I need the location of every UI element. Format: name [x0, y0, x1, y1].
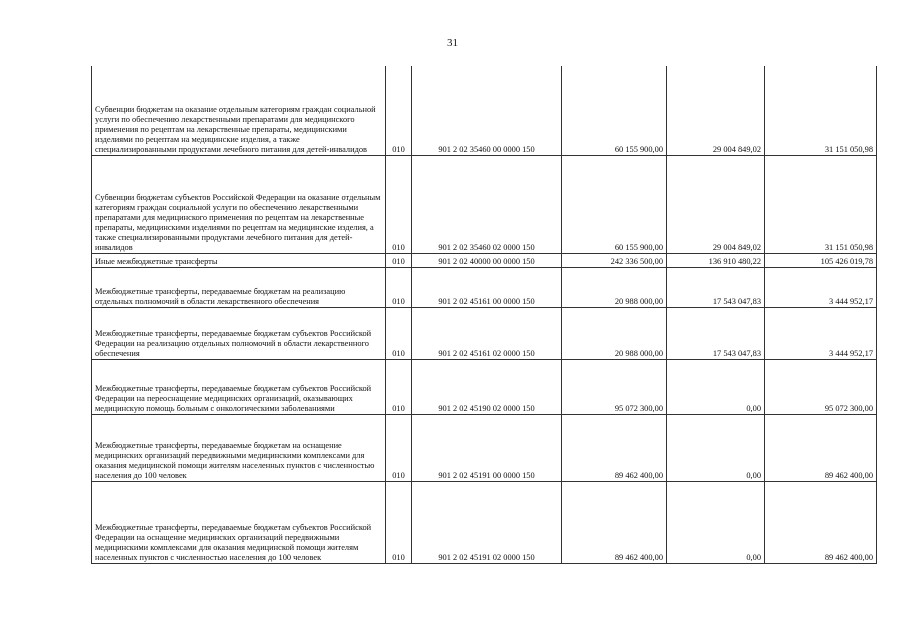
row-executed-amount: 29 004 849,02: [667, 66, 765, 155]
row-line-code: 010: [386, 481, 412, 563]
row-approved-amount: 89 462 400,00: [562, 414, 667, 481]
row-name: Межбюджетные трансферты, передаваемые бюджетам субъектов Российской Федерации на оснащение медицинских организаций передвижными медицинскими комплексами для оказания медицинской помощи жителям населенных пунктов с численностью населения до 100 человек: [92, 481, 386, 563]
row-executed-amount: 17 543 047,83: [667, 267, 765, 307]
row-budget-classification-code: 901 2 02 45190 02 0000 150: [412, 359, 562, 414]
row-budget-classification-code: 901 2 02 35460 00 0000 150: [412, 66, 562, 155]
row-name: Межбюджетные трансферты, передаваемые бюджетам на оснащение медицинских организаций передвижными медицинскими комплексами для оказания медицинской помощи жителям населенных пунктов с численностью населения до 100 человек: [92, 414, 386, 481]
row-budget-classification-code: 901 2 02 45161 02 0000 150: [412, 307, 562, 359]
row-unexecuted-amount: 89 462 400,00: [765, 414, 877, 481]
row-executed-amount: 0,00: [667, 481, 765, 563]
table-row: [92, 253, 877, 267]
row-name: Субвенции бюджетам субъектов Российской Федерации на оказание отдельным категориям граждан социальной услуги по обеспечению лекарственными препаратами для медицинского применения по рецептам на лекарственные препараты, медицинскими изделиями по рецептам на медицинские изделия, а также специализированными продуктами лечебного питания для детей-инвалидов: [92, 155, 386, 253]
row-budget-classification-code: 901 2 02 45191 00 0000 150: [412, 414, 562, 481]
row-name: Межбюджетные трансферты, передаваемые бюджетам на реализацию отдельных полномочий в области лекарственного обеспечения: [92, 267, 386, 307]
row-executed-amount: 17 543 047,83: [667, 307, 765, 359]
row-unexecuted-amount: 105 426 019,78: [765, 253, 877, 267]
row-line-code: 010: [386, 414, 412, 481]
row-approved-amount: 60 155 900,00: [562, 66, 667, 155]
row-approved-amount: 20 988 000,00: [562, 267, 667, 307]
row-unexecuted-amount: 31 151 050,98: [765, 155, 877, 253]
row-unexecuted-amount: 3 444 952,17: [765, 267, 877, 307]
row-budget-classification-code: 901 2 02 45161 00 0000 150: [412, 267, 562, 307]
row-executed-amount: 29 004 849,02: [667, 155, 765, 253]
row-unexecuted-amount: 3 444 952,17: [765, 307, 877, 359]
page-number: 31: [447, 37, 458, 49]
row-name: Межбюджетные трансферты, передаваемые бюджетам субъектов Российской Федерации на реализацию отдельных полномочий в области лекарственного обеспечения: [92, 307, 386, 359]
table-row: [92, 414, 877, 481]
row-line-code: 010: [386, 155, 412, 253]
row-line-code: 010: [386, 253, 412, 267]
row-budget-classification-code: 901 2 02 45191 02 0000 150: [412, 481, 562, 563]
table-row: [92, 66, 877, 155]
row-approved-amount: 95 072 300,00: [562, 359, 667, 414]
row-executed-amount: 0,00: [667, 414, 765, 481]
table-row: [92, 267, 877, 307]
table-row: [92, 359, 877, 414]
table-row: [92, 155, 877, 253]
row-approved-amount: 242 336 500,00: [562, 253, 667, 267]
row-name: Субвенции бюджетам на оказание отдельным категориям граждан социальной услуги по обеспечению лекарственными препаратами для медицинского применения по рецептам на лекарственные препараты, медицинскими изделиями по рецептам на медицинские изделия, а также специализированными продуктами лечебного питания для детей-инвалидов: [92, 66, 386, 155]
row-budget-classification-code: 901 2 02 35460 02 0000 150: [412, 155, 562, 253]
row-name: Межбюджетные трансферты, передаваемые бюджетам субъектов Российской Федерации на переоснащение медицинских организаций, оказывающих медицинскую помощь больным с онкологическими заболеваниями: [92, 359, 386, 414]
row-line-code: 010: [386, 267, 412, 307]
row-executed-amount: 136 910 480,22: [667, 253, 765, 267]
row-approved-amount: 89 462 400,00: [562, 481, 667, 563]
table-row: [92, 481, 877, 563]
row-executed-amount: 0,00: [667, 359, 765, 414]
table-row: [92, 307, 877, 359]
row-line-code: 010: [386, 66, 412, 155]
row-approved-amount: 60 155 900,00: [562, 155, 667, 253]
row-budget-classification-code: 901 2 02 40000 00 0000 150: [412, 253, 562, 267]
row-approved-amount: 20 988 000,00: [562, 307, 667, 359]
budget-execution-table: [91, 66, 877, 564]
row-unexecuted-amount: 89 462 400,00: [765, 481, 877, 563]
row-unexecuted-amount: 95 072 300,00: [765, 359, 877, 414]
row-name: Иные межбюджетные трансферты: [92, 253, 386, 267]
row-line-code: 010: [386, 359, 412, 414]
row-unexecuted-amount: 31 151 050,98: [765, 66, 877, 155]
row-line-code: 010: [386, 307, 412, 359]
